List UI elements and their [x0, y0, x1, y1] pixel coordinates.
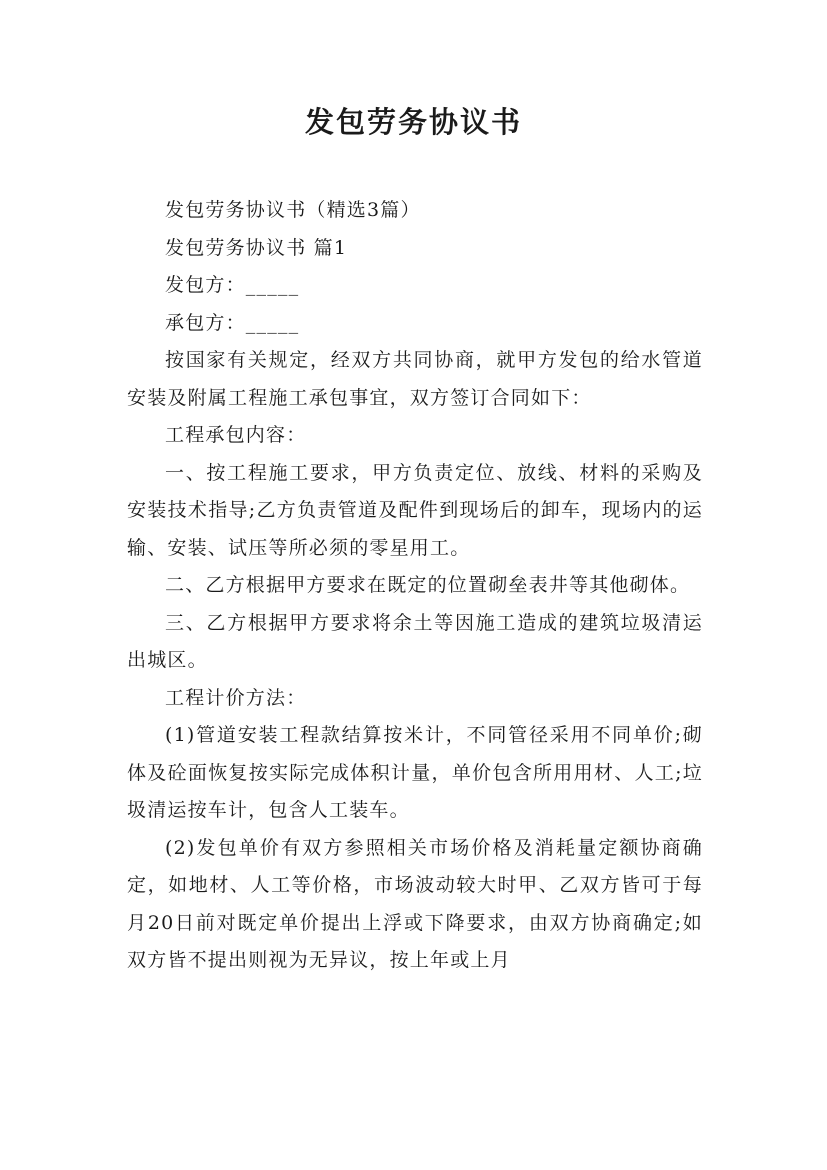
document-title: 发包劳务协议书	[304, 105, 522, 139]
paragraph-scope-item-3: 三、乙方根据甲方要求将余土等因施工造成的建筑垃圾清运出城区。	[127, 611, 703, 671]
paragraph-section-heading: 发包劳务协议书 篇1	[165, 236, 348, 259]
paragraph-scope-item-1: 一、按工程施工要求，甲方负责定位、放线、材料的采购及安装技术指导;乙方负责管道及配件到现场后的卸车，现场内的运输、安装、试压等所必须的零星用工。	[127, 461, 703, 559]
paragraph-pricing-item-2: (2)发包单价有双方参照相关市场价格及消耗量定额协商确定，如地材、人工等价格，市场波动较大时甲、乙双方皆可于每月20日前对既定单价提出上浮或下降要求，由双方协商确定;如双方皆不提出则视为无异议，按上年或上月	[127, 836, 703, 971]
paragraph-contractor-receiver: 承包方：_____	[165, 311, 300, 334]
document-body	[127, 192, 703, 980]
paragraph-pricing-heading: 工程计价方法：	[165, 686, 307, 709]
paragraph-scope-heading: 工程承包内容：	[165, 424, 307, 446]
paragraph-pricing-item-1: (1)管道安装工程款结算按米计，不同管径采用不同单价;砌体及砼面恢复按实际完成体积计量，单价包含所用用材、人工;垃圾清运按车计，包含人工装车。	[127, 724, 703, 821]
paragraph-contractor-issuer: 发包方：_____	[165, 274, 300, 296]
paragraph-preamble: 按国家有关规定，经双方共同协商，就甲方发包的给水管道安装及附属工程施工承包事宜，双方签订合同如下：	[127, 349, 703, 409]
paragraph-subtitle: 发包劳务协议书（精选3篇）	[165, 199, 421, 221]
paragraph-scope-item-2: 二、乙方根据甲方要求在既定的位置砌垒表井等其他砌体。	[165, 574, 691, 596]
